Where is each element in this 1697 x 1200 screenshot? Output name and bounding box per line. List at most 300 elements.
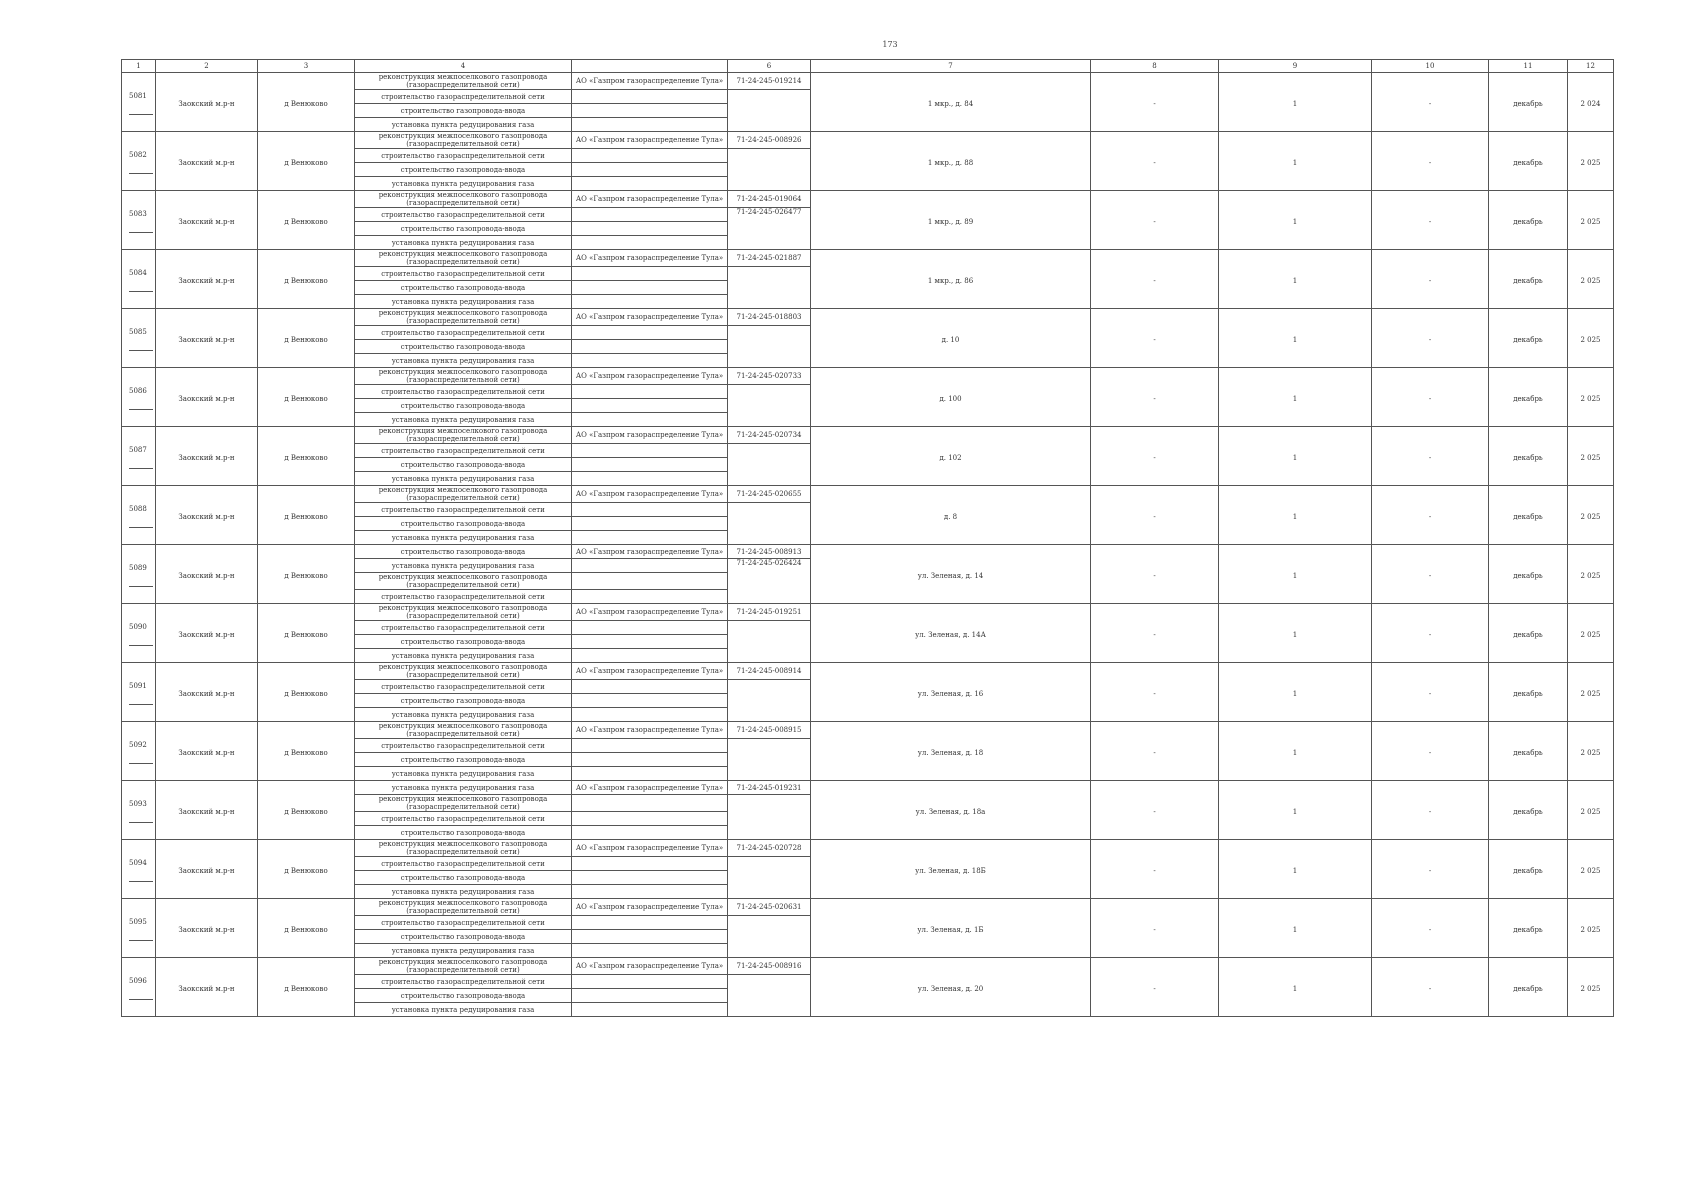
register-table: [121, 59, 1614, 1017]
organization-cell: [572, 753, 728, 767]
organization-cell: [572, 267, 728, 281]
work-type-cell: реконструкция межпоселкового газопровода (газораспределительной сети): [355, 795, 572, 812]
organization-cell: [572, 930, 728, 944]
district-cell: Заокский м.р-н: [156, 250, 258, 309]
col8-cell: -: [1091, 781, 1219, 840]
work-type-cell: установка пункта редуцирования газа: [355, 236, 572, 250]
col-header: 8: [1091, 60, 1219, 73]
object-id-cell: 71-24-245-021887: [728, 250, 811, 267]
table-row: [122, 309, 1614, 326]
organization-cell: [572, 295, 728, 309]
work-type-cell: строительство газораспределительной сети: [355, 812, 572, 826]
object-id-cell-empty: [728, 267, 811, 309]
col-header: 6: [728, 60, 811, 73]
row-number-cell: [122, 781, 156, 840]
organization-cell: [572, 472, 728, 486]
work-type-cell: строительство газопровода-ввода: [355, 517, 572, 531]
object-id-cell-empty: [728, 739, 811, 781]
locality-cell: д Венюково: [258, 663, 355, 722]
work-type-cell: строительство газораспределительной сети: [355, 739, 572, 753]
organization-cell: [572, 680, 728, 694]
district-cell: Заокский м.р-н: [156, 368, 258, 427]
col10-cell: -: [1372, 663, 1489, 722]
table-row: [122, 781, 1614, 795]
object-id-cell-empty: [728, 90, 811, 132]
col-header: 4: [355, 60, 572, 73]
address-cell: д. 8: [811, 486, 1091, 545]
col-header: 2: [156, 60, 258, 73]
row-number: 5091: [129, 682, 153, 705]
row-number: 5092: [129, 741, 153, 764]
col10-cell: -: [1372, 722, 1489, 781]
organization-cell: [572, 236, 728, 250]
col8-cell: -: [1091, 604, 1219, 663]
page-number: 173: [882, 40, 898, 49]
organization-cell: АО «Газпром газораспределение Тула»: [572, 368, 728, 385]
month-cell: декабрь: [1489, 191, 1568, 250]
col8-cell: -: [1091, 368, 1219, 427]
row-number: 5082: [129, 151, 153, 174]
col10-cell: -: [1372, 191, 1489, 250]
col-header: 3: [258, 60, 355, 73]
row-number: 5096: [129, 977, 153, 1000]
year-cell: 2 025: [1568, 191, 1614, 250]
organization-cell: АО «Газпром газораспределение Тула»: [572, 722, 728, 739]
object-id-cell-empty: [728, 385, 811, 427]
col9-cell: 1: [1219, 132, 1372, 191]
table-row: [122, 545, 1614, 559]
work-type-cell: реконструкция межпоселкового газопровода (газораспределительной сети): [355, 132, 572, 149]
district-cell: Заокский м.р-н: [156, 132, 258, 191]
work-type-cell: реконструкция межпоселкового газопровода (газораспределительной сети): [355, 899, 572, 916]
organization-cell: АО «Газпром газораспределение Тула»: [572, 604, 728, 621]
col9-cell: 1: [1219, 781, 1372, 840]
district-cell: Заокский м.р-н: [156, 663, 258, 722]
year-cell: 2 025: [1568, 368, 1614, 427]
organization-cell: АО «Газпром газораспределение Тула»: [572, 427, 728, 444]
work-type-cell: реконструкция межпоселкового газопровода (газораспределительной сети): [355, 368, 572, 385]
work-type-cell: установка пункта редуцирования газа: [355, 1003, 572, 1017]
month-cell: декабрь: [1489, 781, 1568, 840]
col9-cell: 1: [1219, 191, 1372, 250]
work-type-cell: установка пункта редуцирования газа: [355, 177, 572, 191]
object-id-cell-empty: [728, 916, 811, 958]
locality-cell: д Венюково: [258, 486, 355, 545]
col-header: 1: [122, 60, 156, 73]
work-type-cell: установка пункта редуцирования газа: [355, 118, 572, 132]
col8-cell: -: [1091, 309, 1219, 368]
work-type-cell: строительство газораспределительной сети: [355, 90, 572, 104]
object-id-cell-empty: [728, 326, 811, 368]
col10-cell: -: [1372, 781, 1489, 840]
col8-cell: -: [1091, 191, 1219, 250]
locality-cell: д Венюково: [258, 899, 355, 958]
organization-cell: [572, 649, 728, 663]
organization-cell: [572, 871, 728, 885]
organization-cell: [572, 163, 728, 177]
work-type-cell: строительство газораспределительной сети: [355, 503, 572, 517]
month-cell: декабрь: [1489, 722, 1568, 781]
organization-cell: [572, 573, 728, 590]
locality-cell: д Венюково: [258, 781, 355, 840]
address-cell: 1 мкр., д. 84: [811, 73, 1091, 132]
column-number-row: [122, 60, 1614, 73]
organization-cell: [572, 989, 728, 1003]
organization-cell: [572, 118, 728, 132]
object-id-cell: 71-24-245-026424: [728, 559, 811, 604]
row-number-cell: [122, 132, 156, 191]
year-cell: 2 025: [1568, 427, 1614, 486]
object-id-cell-empty: [728, 975, 811, 1017]
row-number: 5087: [129, 446, 153, 469]
organization-cell: [572, 208, 728, 222]
year-cell: 2 025: [1568, 486, 1614, 545]
work-type-cell: установка пункта редуцирования газа: [355, 559, 572, 573]
work-type-cell: строительство газораспределительной сети: [355, 385, 572, 399]
month-cell: декабрь: [1489, 545, 1568, 604]
organization-cell: АО «Газпром газораспределение Тула»: [572, 191, 728, 208]
col10-cell: -: [1372, 486, 1489, 545]
work-type-cell: строительство газопровода-ввода: [355, 871, 572, 885]
work-type-cell: строительство газопровода-ввода: [355, 989, 572, 1003]
address-cell: ул. Зеленая, д. 14: [811, 545, 1091, 604]
object-id-cell-empty: [728, 503, 811, 545]
col10-cell: -: [1372, 368, 1489, 427]
work-type-cell: строительство газораспределительной сети: [355, 857, 572, 871]
row-number-cell: [122, 309, 156, 368]
month-cell: декабрь: [1489, 132, 1568, 191]
object-id-cell-empty: [728, 857, 811, 899]
row-number-cell: [122, 486, 156, 545]
organization-cell: [572, 635, 728, 649]
organization-cell: [572, 826, 728, 840]
table-row: [122, 250, 1614, 267]
col-header: 11: [1489, 60, 1568, 73]
district-cell: Заокский м.р-н: [156, 899, 258, 958]
work-type-cell: строительство газопровода-ввода: [355, 635, 572, 649]
row-number-cell: [122, 545, 156, 604]
object-id-cell: 71-24-245-008913: [728, 545, 811, 559]
work-type-cell: строительство газопровода-ввода: [355, 545, 572, 559]
col-header: 7: [811, 60, 1091, 73]
organization-cell: [572, 222, 728, 236]
work-type-cell: установка пункта редуцирования газа: [355, 944, 572, 958]
locality-cell: д Венюково: [258, 368, 355, 427]
col9-cell: 1: [1219, 899, 1372, 958]
work-type-cell: установка пункта редуцирования газа: [355, 472, 572, 486]
work-type-cell: строительство газопровода-ввода: [355, 458, 572, 472]
col-header: 9: [1219, 60, 1372, 73]
table-row: [122, 368, 1614, 385]
work-type-cell: реконструкция межпоселкового газопровода (газораспределительной сети): [355, 573, 572, 590]
work-type-cell: строительство газопровода-ввода: [355, 399, 572, 413]
organization-cell: [572, 458, 728, 472]
year-cell: 2 025: [1568, 663, 1614, 722]
table-row: [122, 427, 1614, 444]
organization-cell: [572, 694, 728, 708]
work-type-cell: строительство газопровода-ввода: [355, 694, 572, 708]
object-id-cell: 71-24-245-019214: [728, 73, 811, 90]
year-cell: 2 025: [1568, 781, 1614, 840]
object-id-cell: 71-24-245-018803: [728, 309, 811, 326]
district-cell: Заокский м.р-н: [156, 958, 258, 1017]
work-type-cell: реконструкция межпоселкового газопровода (газораспределительной сети): [355, 486, 572, 503]
organization-cell: [572, 857, 728, 871]
month-cell: декабрь: [1489, 309, 1568, 368]
district-cell: Заокский м.р-н: [156, 486, 258, 545]
object-id-cell: 71-24-245-008915: [728, 722, 811, 739]
address-cell: д. 100: [811, 368, 1091, 427]
organization-cell: [572, 517, 728, 531]
month-cell: декабрь: [1489, 958, 1568, 1017]
row-number: 5083: [129, 210, 153, 233]
organization-cell: АО «Газпром газораспределение Тула»: [572, 545, 728, 559]
col8-cell: -: [1091, 250, 1219, 309]
work-type-cell: реконструкция межпоселкового газопровода (газораспределительной сети): [355, 840, 572, 857]
work-type-cell: строительство газораспределительной сети: [355, 975, 572, 989]
row-number: 5081: [129, 92, 153, 115]
organization-cell: АО «Газпром газораспределение Тула»: [572, 73, 728, 90]
object-id-cell: 71-24-245-020655: [728, 486, 811, 503]
organization-cell: [572, 90, 728, 104]
object-id-cell: 71-24-245-020733: [728, 368, 811, 385]
work-type-cell: реконструкция межпоселкового газопровода (газораспределительной сети): [355, 722, 572, 739]
object-id-cell-empty: [728, 795, 811, 840]
work-type-cell: строительство газопровода-ввода: [355, 753, 572, 767]
row-number-cell: [122, 73, 156, 132]
object-id-cell-empty: [728, 149, 811, 191]
organization-cell: АО «Газпром газораспределение Тула»: [572, 132, 728, 149]
year-cell: 2 025: [1568, 545, 1614, 604]
work-type-cell: строительство газопровода-ввода: [355, 930, 572, 944]
locality-cell: д Венюково: [258, 250, 355, 309]
organization-cell: [572, 590, 728, 604]
year-cell: 2 025: [1568, 250, 1614, 309]
col9-cell: 1: [1219, 663, 1372, 722]
col8-cell: -: [1091, 663, 1219, 722]
col10-cell: -: [1372, 840, 1489, 899]
organization-cell: [572, 812, 728, 826]
object-id-cell: 71-24-245-008926: [728, 132, 811, 149]
work-type-cell: реконструкция межпоселкового газопровода (газораспределительной сети): [355, 309, 572, 326]
month-cell: декабрь: [1489, 604, 1568, 663]
month-cell: декабрь: [1489, 73, 1568, 132]
organization-cell: [572, 385, 728, 399]
work-type-cell: строительство газораспределительной сети: [355, 680, 572, 694]
col9-cell: 1: [1219, 545, 1372, 604]
object-id-cell: 71-24-245-019251: [728, 604, 811, 621]
district-cell: Заокский м.р-н: [156, 427, 258, 486]
address-cell: 1 мкр., д. 89: [811, 191, 1091, 250]
work-type-cell: реконструкция межпоселкового газопровода (газораспределительной сети): [355, 958, 572, 975]
year-cell: 2 025: [1568, 899, 1614, 958]
district-cell: Заокский м.р-н: [156, 309, 258, 368]
table-row: [122, 486, 1614, 503]
col9-cell: 1: [1219, 309, 1372, 368]
organization-cell: [572, 177, 728, 191]
locality-cell: д Венюково: [258, 73, 355, 132]
work-type-cell: строительство газораспределительной сети: [355, 267, 572, 281]
address-cell: ул. Зеленая, д. 18а: [811, 781, 1091, 840]
address-cell: ул. Зеленая, д. 20: [811, 958, 1091, 1017]
locality-cell: д Венюково: [258, 604, 355, 663]
district-cell: Заокский м.р-н: [156, 781, 258, 840]
month-cell: декабрь: [1489, 899, 1568, 958]
col9-cell: 1: [1219, 722, 1372, 781]
organization-cell: АО «Газпром газораспределение Тула»: [572, 309, 728, 326]
year-cell: 2 025: [1568, 958, 1614, 1017]
address-cell: д. 10: [811, 309, 1091, 368]
locality-cell: д Венюково: [258, 309, 355, 368]
work-type-cell: строительство газопровода-ввода: [355, 340, 572, 354]
row-number: 5093: [129, 800, 153, 823]
work-type-cell: строительство газораспределительной сети: [355, 590, 572, 604]
object-id-cell: 71-24-245-020728: [728, 840, 811, 857]
month-cell: декабрь: [1489, 840, 1568, 899]
work-type-cell: строительство газопровода-ввода: [355, 163, 572, 177]
address-cell: 1 мкр., д. 88: [811, 132, 1091, 191]
work-type-cell: строительство газопровода-ввода: [355, 281, 572, 295]
organization-cell: [572, 444, 728, 458]
year-cell: 2 025: [1568, 840, 1614, 899]
object-id-cell: 71-24-245-020631: [728, 899, 811, 916]
locality-cell: д Венюково: [258, 427, 355, 486]
row-number-cell: [122, 899, 156, 958]
organization-cell: [572, 340, 728, 354]
address-cell: ул. Зеленая, д. 18Б: [811, 840, 1091, 899]
year-cell: 2 025: [1568, 132, 1614, 191]
organization-cell: [572, 975, 728, 989]
row-number: 5086: [129, 387, 153, 410]
organization-cell: [572, 559, 728, 573]
object-id-cell-empty: [728, 680, 811, 722]
col9-cell: 1: [1219, 73, 1372, 132]
col-header: [572, 60, 728, 73]
organization-cell: [572, 885, 728, 899]
locality-cell: д Венюково: [258, 840, 355, 899]
object-id-cell-empty: [728, 621, 811, 663]
district-cell: Заокский м.р-н: [156, 73, 258, 132]
col8-cell: -: [1091, 899, 1219, 958]
col10-cell: -: [1372, 427, 1489, 486]
organization-cell: АО «Газпром газораспределение Тула»: [572, 486, 728, 503]
col8-cell: -: [1091, 958, 1219, 1017]
locality-cell: д Венюково: [258, 191, 355, 250]
work-type-cell: установка пункта редуцирования газа: [355, 781, 572, 795]
col8-cell: -: [1091, 132, 1219, 191]
work-type-cell: реконструкция межпоселкового газопровода (газораспределительной сети): [355, 73, 572, 90]
organization-cell: [572, 149, 728, 163]
row-number: 5090: [129, 623, 153, 646]
work-type-cell: установка пункта редуцирования газа: [355, 885, 572, 899]
work-type-cell: строительство газопровода-ввода: [355, 222, 572, 236]
organization-cell: [572, 916, 728, 930]
col10-cell: -: [1372, 132, 1489, 191]
col10-cell: -: [1372, 309, 1489, 368]
table-row: [122, 191, 1614, 208]
row-number-cell: [122, 958, 156, 1017]
table-row: [122, 958, 1614, 975]
row-number-cell: [122, 604, 156, 663]
work-type-cell: реконструкция межпоселкового газопровода (газораспределительной сети): [355, 250, 572, 267]
organization-cell: [572, 795, 728, 812]
col10-cell: -: [1372, 604, 1489, 663]
address-cell: ул. Зеленая, д. 18: [811, 722, 1091, 781]
col8-cell: -: [1091, 840, 1219, 899]
organization-cell: [572, 944, 728, 958]
work-type-cell: установка пункта редуцирования газа: [355, 649, 572, 663]
row-number-cell: [122, 840, 156, 899]
object-id-cell: 71-24-245-020734: [728, 427, 811, 444]
col8-cell: -: [1091, 73, 1219, 132]
table-row: [122, 663, 1614, 680]
row-number-cell: [122, 722, 156, 781]
organization-cell: АО «Газпром газораспределение Тула»: [572, 899, 728, 916]
work-type-cell: реконструкция межпоселкового газопровода (газораспределительной сети): [355, 604, 572, 621]
organization-cell: [572, 503, 728, 517]
table-row: [122, 899, 1614, 916]
col10-cell: -: [1372, 899, 1489, 958]
organization-cell: [572, 399, 728, 413]
col9-cell: 1: [1219, 958, 1372, 1017]
row-number: 5089: [129, 564, 153, 587]
row-number-cell: [122, 191, 156, 250]
month-cell: декабрь: [1489, 486, 1568, 545]
row-number-cell: [122, 250, 156, 309]
work-type-cell: строительство газораспределительной сети: [355, 916, 572, 930]
col8-cell: -: [1091, 722, 1219, 781]
work-type-cell: установка пункта редуцирования газа: [355, 413, 572, 427]
register-body: [122, 73, 1614, 1017]
month-cell: декабрь: [1489, 663, 1568, 722]
district-cell: Заокский м.р-н: [156, 604, 258, 663]
organization-cell: АО «Газпром газораспределение Тула»: [572, 958, 728, 975]
organization-cell: [572, 739, 728, 753]
address-cell: 1 мкр., д. 86: [811, 250, 1091, 309]
organization-cell: [572, 326, 728, 340]
organization-cell: [572, 531, 728, 545]
organization-cell: [572, 1003, 728, 1017]
col10-cell: -: [1372, 958, 1489, 1017]
work-type-cell: реконструкция межпоселкового газопровода (газораспределительной сети): [355, 427, 572, 444]
work-type-cell: установка пункта редуцирования газа: [355, 354, 572, 368]
work-type-cell: строительство газораспределительной сети: [355, 149, 572, 163]
year-cell: 2 025: [1568, 722, 1614, 781]
organization-cell: АО «Газпром газораспределение Тула»: [572, 250, 728, 267]
work-type-cell: реконструкция межпоселкового газопровода (газораспределительной сети): [355, 191, 572, 208]
row-number-cell: [122, 368, 156, 427]
row-number: 5088: [129, 505, 153, 528]
organization-cell: АО «Газпром газораспределение Тула»: [572, 840, 728, 857]
organization-cell: [572, 767, 728, 781]
col10-cell: -: [1372, 73, 1489, 132]
work-type-cell: установка пункта редуцирования газа: [355, 708, 572, 722]
month-cell: декабрь: [1489, 368, 1568, 427]
col9-cell: 1: [1219, 486, 1372, 545]
row-number-cell: [122, 427, 156, 486]
row-number: 5094: [129, 859, 153, 882]
locality-cell: д Венюково: [258, 958, 355, 1017]
object-id-cell: 71-24-245-019064: [728, 191, 811, 208]
table-row: [122, 604, 1614, 621]
col8-cell: -: [1091, 545, 1219, 604]
work-type-cell: реконструкция межпоселкового газопровода (газораспределительной сети): [355, 663, 572, 680]
work-type-cell: строительство газопровода-ввода: [355, 104, 572, 118]
work-type-cell: строительство газопровода-ввода: [355, 826, 572, 840]
col8-cell: -: [1091, 427, 1219, 486]
organization-cell: АО «Газпром газораспределение Тула»: [572, 781, 728, 795]
work-type-cell: строительство газораспределительной сети: [355, 326, 572, 340]
